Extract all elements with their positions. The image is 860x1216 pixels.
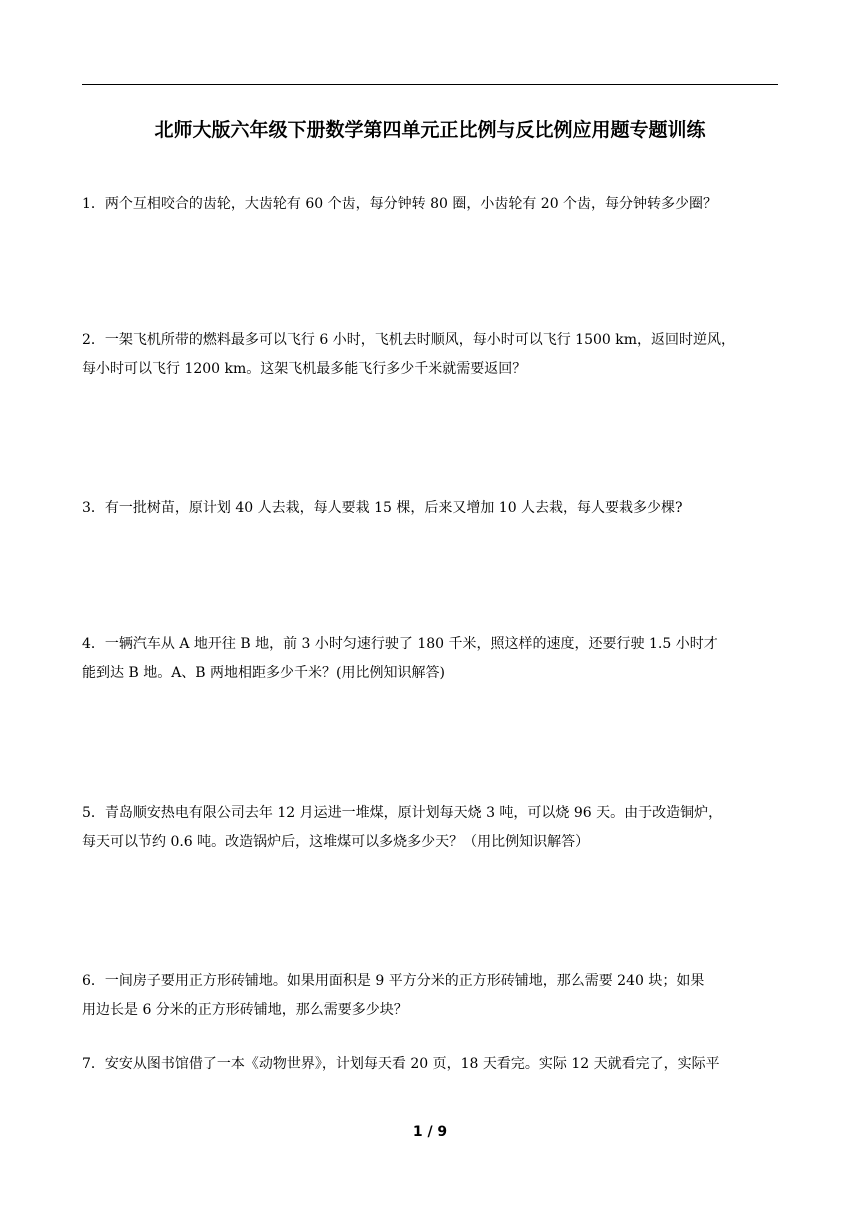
question-line: 1．两个互相咬合的齿轮，大齿轮有 60 个齿，每分钟转 80 圈，小齿轮有 20 个齿，每分钟转多少圈？	[82, 196, 718, 212]
question-7	[82, 1050, 782, 1079]
question-line: 每小时可以飞行 1200 km。这架飞机最多能飞行多少千米就需要返回？	[82, 361, 527, 377]
question-4	[82, 630, 782, 688]
question-line: 用边长是 6 分米的正方形砖铺地，那么需要多少块？	[82, 1002, 408, 1018]
question-line: 5．青岛顺安热电有限公司去年 12 月运进一堆煤，原计划每天烧 3 吨，可以烧 96 天。由于改造铜炉，	[82, 805, 723, 821]
header-rule	[82, 84, 778, 85]
question-line: 2．一架飞机所带的燃料最多可以飞行 6 小时，飞机去时顺风，每小时可以飞行 1500 km，返回时逆风，	[82, 332, 736, 348]
question-3	[82, 494, 782, 523]
document-title: 北师大版六年级下册数学第四单元正比例与反比例应用题专题训练	[154, 119, 706, 141]
page-indicator: 1 / 9	[412, 1124, 448, 1140]
question-1	[82, 190, 782, 219]
question-line: 7．安安从图书馆借了一本《动物世界》，计划每天看 20 页，18 天看完。实际 12 天就看完了，实际平	[82, 1056, 720, 1072]
question-6	[82, 967, 782, 1025]
question-line: 3．有一批树苗，原计划 40 人去栽，每人要栽 15 棵，后来又增加 10 人去栽，每人要栽多少棵?	[82, 500, 683, 516]
question-2	[82, 326, 782, 384]
question-line: 能到达 B 地。A、B 两地相距多少千米？(用比例知识解答)	[82, 665, 445, 681]
question-line: 每天可以节约 0.6 吨。改造锅炉后，这堆煤可以多烧多少天？（用比例知识解答）	[82, 834, 590, 850]
question-5	[82, 799, 782, 857]
question-line: 6．一间房子要用正方形砖铺地。如果用面积是 9 平方分米的正方形砖铺地，那么需要 240 块；如果	[82, 973, 705, 989]
question-line: 4．一辆汽车从 A 地开往 B 地，前 3 小时匀速行驶了 180 千米，照这样的速度，还要行驶 1.5 小时才	[82, 636, 718, 652]
